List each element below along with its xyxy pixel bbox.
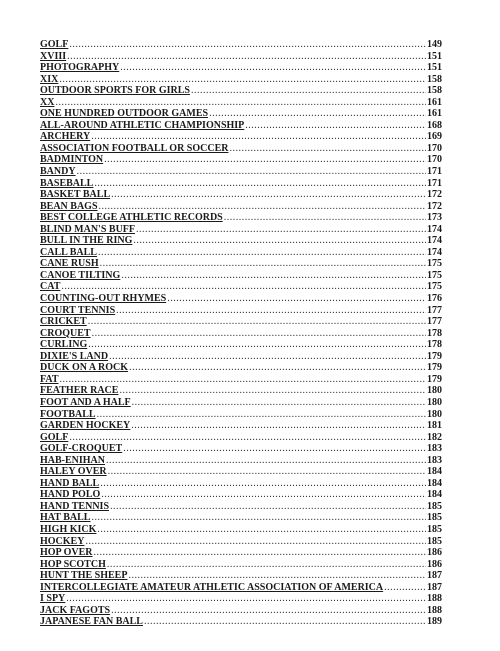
dot-leader (136, 224, 426, 236)
toc-entry-title[interactable]: PHOTOGRAPHY (40, 62, 120, 74)
toc-entry-page-number: 161 (427, 96, 442, 108)
table-of-contents (40, 39, 442, 628)
toc-entry-page-number: 151 (427, 62, 442, 74)
dot-leader (94, 547, 426, 559)
toc-entry-title[interactable]: JACK FAGOTS (40, 604, 111, 616)
toc-entry[interactable] (40, 305, 442, 317)
toc-entry-page-number: 183 (427, 454, 442, 466)
toc-entry-page-number: 178 (427, 327, 442, 339)
toc-entry-page-number: 185 (427, 500, 442, 512)
toc-entry-title[interactable]: FOOTBALL (40, 408, 96, 420)
toc-entry-page-number: 161 (427, 108, 442, 120)
toc-entry[interactable] (40, 570, 442, 582)
toc-entry-page-number: 169 (427, 131, 442, 143)
toc-entry-page-number: 183 (427, 443, 442, 455)
toc-entry[interactable] (40, 362, 442, 374)
toc-entry[interactable] (40, 235, 442, 247)
toc-entry[interactable] (40, 409, 442, 421)
toc-entry-title[interactable]: HAND POLO (40, 489, 101, 501)
dot-leader (88, 316, 426, 328)
toc-entry-title[interactable]: HAND BALL (40, 477, 100, 489)
toc-entry-title[interactable]: CAT (40, 281, 61, 293)
toc-entry[interactable] (40, 512, 442, 524)
toc-entry-title[interactable]: DIXIE'S LAND (40, 350, 109, 362)
toc-entry[interactable] (40, 166, 442, 178)
toc-entry-title[interactable]: FEATHER RACE (40, 385, 119, 397)
toc-entry[interactable] (40, 97, 442, 109)
toc-entry-page-number: 185 (427, 535, 442, 547)
dot-leader (167, 293, 426, 305)
toc-entry-page-number: 174 (427, 235, 442, 247)
toc-entry-title[interactable]: XX (40, 96, 55, 108)
toc-entry-title[interactable]: GARDEN HOCKEY (40, 420, 131, 432)
dot-leader (101, 489, 426, 501)
toc-entry-title[interactable]: FOOT AND A HALF (40, 396, 131, 408)
dot-leader (245, 120, 426, 132)
toc-entry[interactable] (40, 270, 442, 282)
toc-entry[interactable] (40, 478, 442, 490)
dot-leader (67, 51, 426, 63)
dot-leader (100, 258, 426, 270)
dot-leader (133, 235, 426, 247)
dot-leader (123, 443, 426, 455)
dot-leader (98, 247, 426, 259)
dot-leader (109, 351, 426, 363)
toc-entry-page-number: 171 (427, 166, 442, 178)
toc-entry-title[interactable]: CROQUET (40, 327, 91, 339)
toc-entry-title[interactable]: BULL IN THE RING (40, 235, 133, 247)
toc-entry[interactable] (40, 466, 442, 478)
toc-entry-page-number: 179 (427, 373, 442, 385)
toc-entry-title[interactable]: HALEY OVER (40, 466, 107, 478)
toc-entry[interactable] (40, 351, 442, 363)
dot-leader (128, 570, 426, 582)
toc-entry-title[interactable]: HOP SCOTCH (40, 558, 106, 570)
toc-entry-title[interactable]: GOLF (40, 39, 69, 50)
toc-entry-title[interactable]: BLIND MAN'S BUFF (40, 223, 136, 235)
toc-entry[interactable] (40, 178, 442, 190)
toc-entry-title[interactable]: HOP OVER (40, 547, 93, 559)
dot-leader (60, 374, 426, 386)
toc-entry-page-number: 170 (427, 142, 442, 154)
toc-entry[interactable] (40, 559, 442, 571)
toc-entry-page-number: 174 (427, 246, 442, 258)
toc-entry[interactable] (40, 85, 442, 97)
toc-entry-title[interactable]: CANOE TILTING (40, 269, 121, 281)
dot-leader (119, 385, 426, 397)
toc-entry-page-number: 158 (427, 73, 442, 85)
dot-leader (69, 39, 426, 51)
toc-entry-page-number: 184 (427, 466, 442, 478)
toc-entry[interactable] (40, 397, 442, 409)
toc-entry-page-number: 187 (427, 581, 442, 593)
dot-leader (66, 593, 426, 605)
toc-entry[interactable] (40, 385, 442, 397)
toc-entry-page-number: 179 (427, 350, 442, 362)
dot-leader (91, 512, 426, 524)
toc-entry[interactable] (40, 224, 442, 236)
toc-entry-page-number: 181 (427, 420, 442, 432)
dot-leader (111, 605, 426, 617)
toc-entry-title[interactable]: DUCK ON A ROCK (40, 362, 129, 374)
toc-entry-title[interactable]: BASEBALL (40, 177, 94, 189)
toc-entry-page-number: 180 (427, 385, 442, 397)
toc-entry[interactable] (40, 247, 442, 259)
toc-entry[interactable] (40, 616, 442, 628)
dot-leader (209, 108, 426, 120)
toc-entry-title[interactable]: CRICKET (40, 316, 87, 328)
toc-entry-title[interactable]: GOLF (40, 431, 69, 443)
toc-entry[interactable] (40, 62, 442, 74)
toc-entry-title[interactable]: BASKET BALL (40, 189, 111, 201)
dot-leader (94, 178, 426, 190)
toc-entry-page-number: 172 (427, 189, 442, 201)
toc-entry-page-number: 173 (427, 212, 442, 224)
dot-leader (384, 582, 426, 594)
toc-entry-title[interactable]: COURT TENNIS (40, 304, 116, 316)
dot-leader (108, 466, 426, 478)
toc-entry-title[interactable]: COUNTING-OUT RHYMES (40, 293, 167, 305)
toc-entry[interactable] (40, 593, 442, 605)
toc-entry[interactable] (40, 524, 442, 536)
dot-leader (99, 201, 426, 213)
toc-entry[interactable] (40, 339, 442, 351)
dot-leader (69, 432, 426, 444)
toc-entry-page-number: 172 (427, 200, 442, 212)
toc-entry-page-number: 189 (427, 616, 442, 628)
toc-entry-page-number: 177 (427, 316, 442, 328)
toc-entry-title[interactable]: ONE HUNDRED OUTDOOR GAMES (40, 108, 209, 120)
toc-entry-page-number: 175 (427, 281, 442, 293)
toc-entry[interactable] (40, 281, 442, 293)
toc-entry-title[interactable]: ASSOCIATION FOOTBALL OR SOCCER (40, 142, 229, 154)
toc-entry-title[interactable]: CALL BALL (40, 246, 97, 258)
toc-entry-title[interactable]: XIX (40, 73, 59, 85)
toc-entry-title[interactable]: HAT BALL (40, 512, 91, 524)
toc-entry-page-number: 186 (427, 547, 442, 559)
toc-entry[interactable] (40, 51, 442, 63)
dot-leader (97, 409, 426, 421)
toc-entry[interactable] (40, 212, 442, 224)
toc-entry[interactable] (40, 536, 442, 548)
toc-entry[interactable] (40, 455, 442, 467)
toc-entry-title[interactable]: ARCHERY (40, 131, 91, 143)
toc-entry-page-number: 174 (427, 223, 442, 235)
toc-entry[interactable] (40, 443, 442, 455)
dot-leader (224, 212, 426, 224)
toc-entry[interactable] (40, 293, 442, 305)
toc-entry-title[interactable]: HAB-ENIHAN (40, 454, 106, 466)
toc-entry[interactable] (40, 120, 442, 132)
toc-entry-page-number: 158 (427, 85, 442, 97)
dot-leader (121, 270, 426, 282)
dot-leader (131, 420, 426, 432)
toc-entry-page-number: 171 (427, 177, 442, 189)
dot-leader (88, 339, 426, 351)
toc-entry-page-number: 188 (427, 593, 442, 605)
dot-leader (59, 74, 426, 86)
toc-entry-title[interactable]: HIGH KICK (40, 523, 97, 535)
toc-entry[interactable] (40, 374, 442, 386)
toc-entry-page-number: 185 (427, 512, 442, 524)
toc-entry-page-number: 186 (427, 558, 442, 570)
dot-leader (144, 616, 426, 628)
dot-leader (111, 189, 426, 201)
toc-entry-page-number: 176 (427, 293, 442, 305)
dot-leader (55, 97, 426, 109)
toc-entry-page-number: 178 (427, 339, 442, 351)
toc-entry-page-number: 177 (427, 304, 442, 316)
toc-entry[interactable] (40, 154, 442, 166)
toc-entry-page-number: 182 (427, 431, 442, 443)
toc-entry[interactable] (40, 501, 442, 513)
dot-leader (61, 281, 426, 293)
toc-entry[interactable] (40, 201, 442, 213)
dot-leader (77, 166, 426, 178)
dot-leader (92, 328, 426, 340)
toc-entry-title[interactable]: JAPANESE FAN BALL (40, 616, 143, 628)
toc-entry[interactable] (40, 328, 442, 340)
toc-entry-page-number: 187 (427, 570, 442, 582)
dot-leader (100, 478, 426, 490)
toc-entry[interactable] (40, 108, 442, 120)
toc-entry[interactable] (40, 258, 442, 270)
toc-entry-title[interactable]: FAT (40, 373, 59, 385)
toc-entry-page-number: 188 (427, 604, 442, 616)
toc-entry[interactable] (40, 189, 442, 201)
toc-entry-title[interactable]: BANDY (40, 166, 76, 178)
toc-entry[interactable] (40, 432, 442, 444)
toc-entry-page-number: 168 (427, 119, 442, 131)
toc-entry-title[interactable]: GOLF-CROQUET (40, 443, 123, 455)
toc-entry-title[interactable]: CURLING (40, 339, 88, 351)
toc-entry-title[interactable]: ALL-AROUND ATHLETIC CHAMPIONSHIP (40, 119, 245, 131)
toc-entry-title[interactable]: XVIII (40, 50, 67, 62)
dot-leader (132, 397, 426, 409)
dot-leader (110, 501, 426, 513)
toc-entry-page-number: 184 (427, 489, 442, 501)
dot-leader (97, 524, 426, 536)
dot-leader (104, 154, 426, 166)
toc-entry[interactable] (40, 605, 442, 617)
toc-entry-title[interactable]: HOCKEY (40, 535, 85, 547)
toc-entry-title[interactable]: INTERCOLLEGIATE AMATEUR ATHLETIC ASSOCIATION OF AMERICA (40, 581, 384, 593)
toc-entry-page-number: 175 (427, 258, 442, 270)
toc-entry[interactable] (40, 39, 442, 51)
dot-leader (229, 143, 426, 155)
toc-entry[interactable] (40, 131, 442, 143)
toc-entry[interactable] (40, 489, 442, 501)
dot-leader (116, 305, 426, 317)
toc-entry[interactable] (40, 74, 442, 86)
toc-entry[interactable] (40, 316, 442, 328)
toc-entry-title[interactable]: HAND TENNIS (40, 500, 109, 512)
dot-leader (91, 131, 426, 143)
dot-leader (191, 85, 426, 97)
toc-entry-page-number: 184 (427, 477, 442, 489)
toc-entry-title[interactable]: BEAN BAGS (40, 200, 98, 212)
toc-entry-page-number: 170 (427, 154, 442, 166)
toc-entry-title[interactable]: OUTDOOR SPORTS FOR GIRLS (40, 85, 190, 97)
toc-entry[interactable] (40, 143, 442, 155)
toc-entry[interactable] (40, 582, 442, 594)
dot-leader (106, 455, 426, 467)
toc-entry-page-number: 151 (427, 50, 442, 62)
toc-entry-title[interactable]: CANE RUSH (40, 258, 99, 270)
toc-entry-page-number: 180 (427, 396, 442, 408)
toc-entry-title[interactable]: I SPY (40, 593, 66, 605)
toc-entry-title[interactable]: BEST COLLEGE ATHLETIC RECORDS (40, 212, 223, 224)
toc-entry-page-number: 180 (427, 408, 442, 420)
toc-entry-page-number: 185 (427, 523, 442, 535)
toc-entry-page-number: 179 (427, 362, 442, 374)
toc-entry-page-number: 175 (427, 269, 442, 281)
toc-entry[interactable] (40, 547, 442, 559)
dot-leader (120, 62, 426, 74)
toc-entry-page-number: 149 (427, 39, 442, 50)
dot-leader (129, 362, 426, 374)
toc-entry[interactable] (40, 420, 442, 432)
dot-leader (107, 559, 426, 571)
toc-entry-title[interactable]: HUNT THE SHEEP (40, 570, 128, 582)
dot-leader (85, 536, 426, 548)
toc-entry-title[interactable]: BADMINTON (40, 154, 104, 166)
